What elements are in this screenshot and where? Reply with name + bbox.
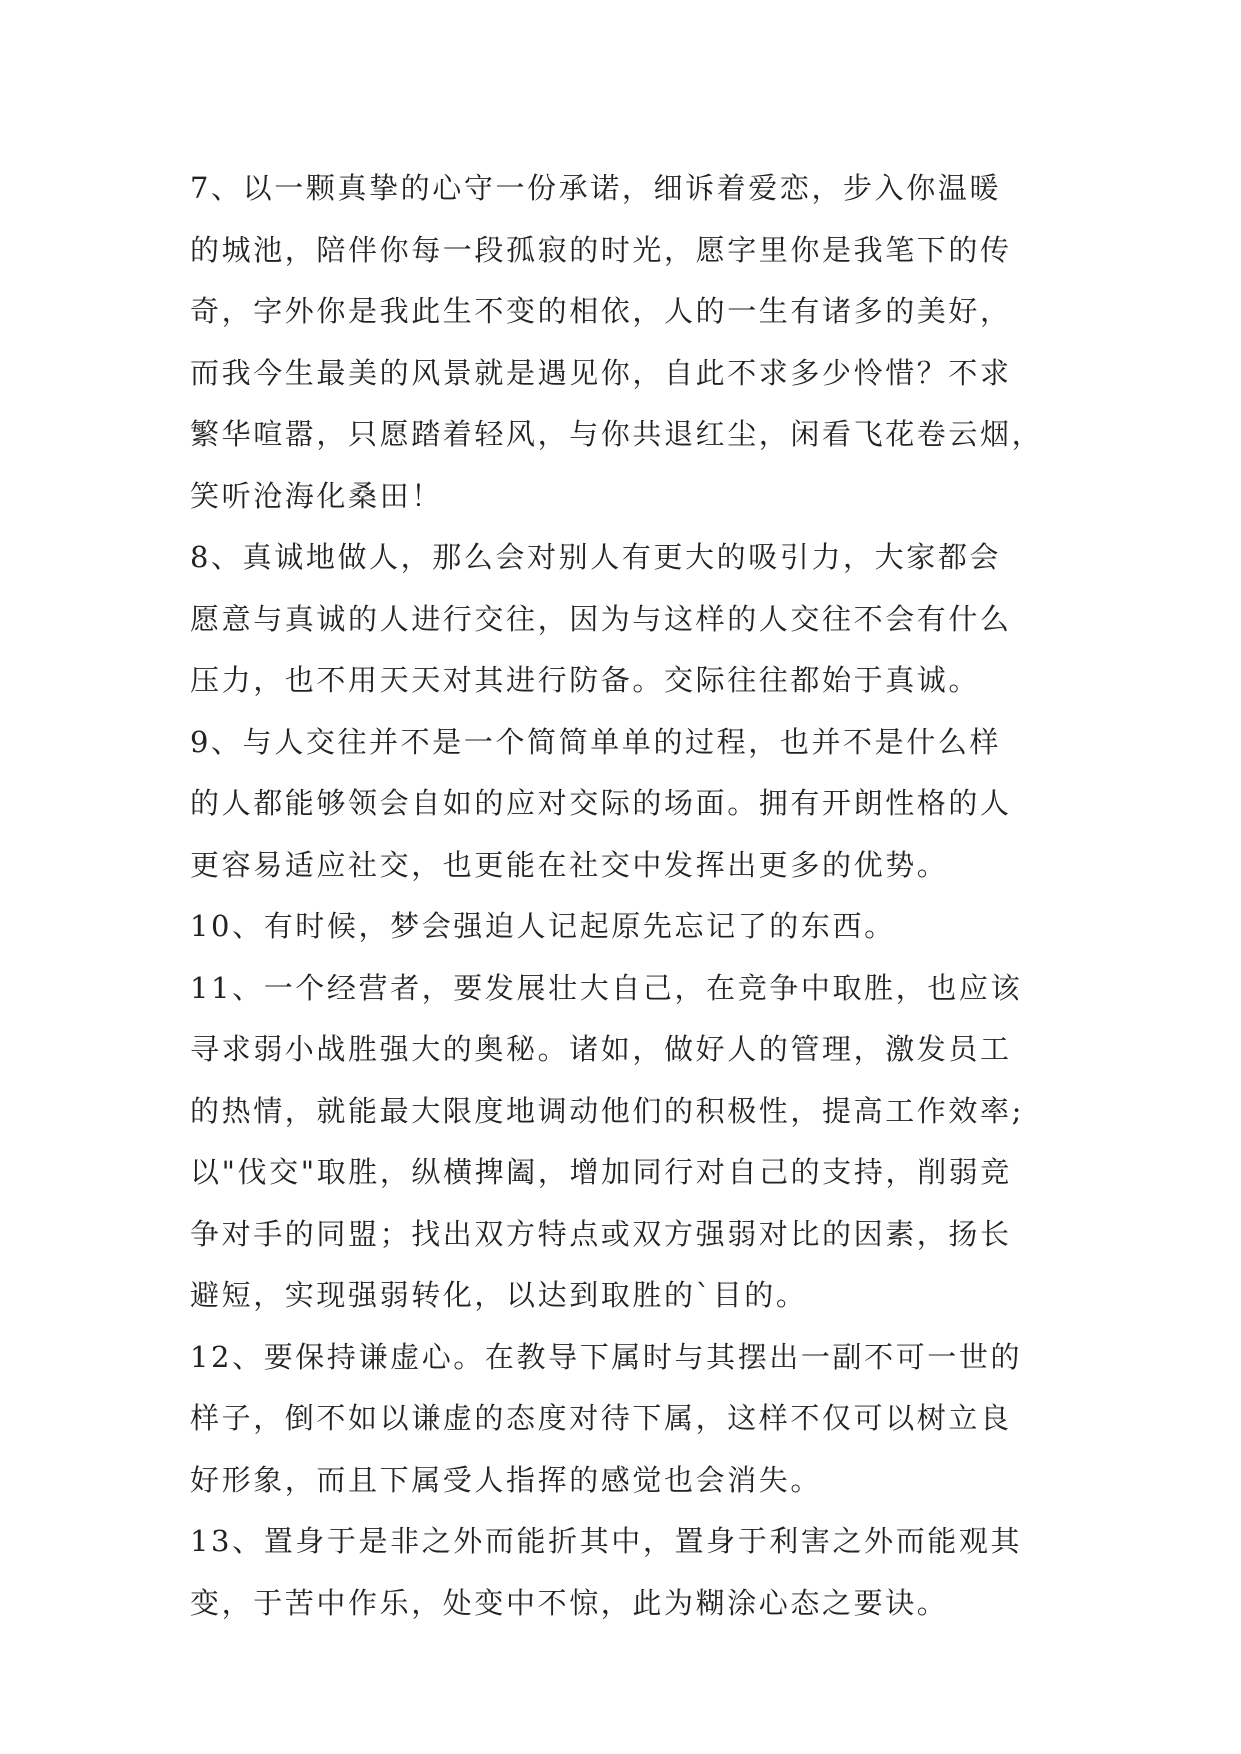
text-line-11: 的人都能够领会自如的应对交际的场面。拥有开朗性格的人 [190,786,1012,820]
text-line-16: 的热情，就能最大限度地调动他们的积极性，提高工作效率; [190,1093,1024,1128]
text-line-9: 压力，也不用天天对其进行防备。交际往往都始于真诚。 [190,663,981,697]
text-line-3: 奇，字外你是我此生不变的相依，人的一生有诸多的美好， [190,294,1012,328]
document-body [190,158,1070,1634]
text-line-15: 寻求弱小战胜强大的奥秘。诸如，做好人的管理，激发员工 [190,1032,1012,1066]
text-line-12: 更容易适应社交，也更能在社交中发挥出更多的优势。 [190,847,949,882]
text-line-5: 繁华喧嚣，只愿踏着轻风，与你共退红尘，闲看飞花卷云烟， [190,417,1044,451]
text-line-21: 样子，倒不如以谦虚的态度对待下属，这样不仅可以树立良 [190,1401,1012,1435]
text-line-20: 12、要保持谦虚心。在教导下属时与其摆出一副不可一世的 [190,1339,1023,1374]
text-line-10: 9、与人交往并不是一个简简单单的过程，也并不是什么样 [190,724,1002,759]
text-line-19: 避短，实现强弱转化，以达到取胜的`目的。 [190,1278,808,1312]
text-line-22: 好形象，而且下属受人指挥的感觉也会消失。 [190,1462,823,1497]
text-line-6: 笑听沧海化桑田！ [190,478,443,513]
text-line-7: 8、真诚地做人，那么会对别人有更大的吸引力，大家都会 [190,540,1002,574]
text-line-14: 11、一个经营者，要发展壮大自己，在竞争中取胜，也应该 [190,970,1023,1005]
text-line-8: 愿意与真诚的人进行交往，因为与这样的人交往不会有什么 [190,601,1012,636]
text-line-18: 争对手的同盟；找出双方特点或双方强弱对比的因素，扬长 [190,1216,1012,1251]
text-line-4: 而我今生最美的风景就是遇见你，自此不求多少怜惜？不求 [190,355,1012,390]
text-line-23: 13、置身于是非之外而能折其中，置身于利害之外而能观其 [190,1524,1023,1558]
text-line-24: 变，于苦中作乐，处变中不惊，此为糊涂心态之要诀。 [190,1585,949,1620]
text-line-17: 以"伐交"取胜，纵横捭阖，增加同行对自己的支持，削弱竞 [190,1155,1012,1189]
text-line-1: 7、以一颗真挚的心守一份承诺，细诉着爱恋，步入你温暖 [190,171,1002,205]
text-line-2: 的城池，陪伴你每一段孤寂的时光，愿字里你是我笔下的传 [190,232,1012,267]
text-line-13: 10、有时候，梦会强迫人记起原先忘记了的东西。 [190,909,896,943]
